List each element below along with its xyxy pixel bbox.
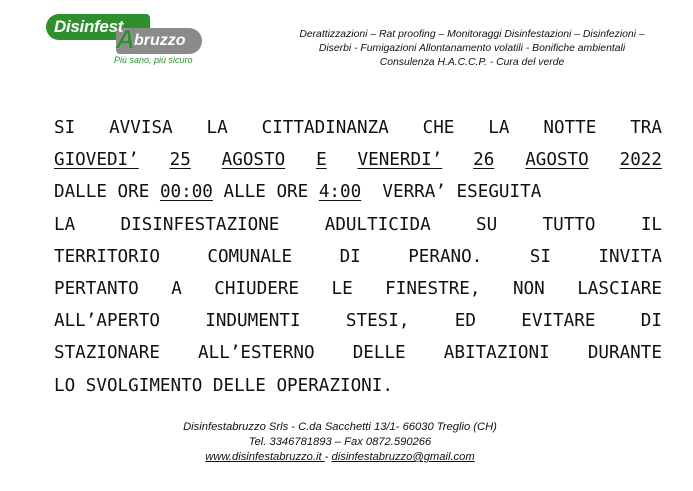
notice-word: GIOVEDI’ — [54, 150, 139, 171]
email-link[interactable]: disinfestabruzzo@gmail.com — [331, 451, 475, 463]
notice-word: TRA — [630, 118, 662, 138]
company-footer — [100, 420, 580, 465]
notice-word: CHIUDERE — [214, 279, 300, 300]
notice-word: LA — [488, 118, 510, 138]
notice-word: SI — [54, 118, 76, 138]
notice-word: STESI, — [345, 311, 410, 332]
notice-word: EVITARE — [521, 311, 596, 332]
notice-word: COMUNALE — [207, 246, 293, 267]
notice-word: TUTTO — [542, 214, 596, 235]
notice-word: DI — [640, 311, 662, 332]
notice-word: ALL’APERTO — [54, 311, 160, 332]
notice-word: ALL’ESTERNO — [198, 343, 315, 364]
notice-line-1 — [54, 112, 662, 144]
notice-word: STAZIONARE — [54, 343, 160, 364]
notice-word: VENERDI’ — [357, 150, 443, 171]
notice-word: NOTTE — [543, 118, 597, 138]
end-time: 4:00 — [318, 182, 362, 203]
notice-word: INDUMENTI — [205, 311, 301, 332]
notice-word: LE — [331, 279, 353, 300]
notice-text: VERRA’ ESEGUITA — [361, 182, 542, 203]
notice-word: FINESTRE, — [385, 279, 481, 300]
notice-word: AVVISA — [109, 118, 173, 138]
services-line-2: Diserbi - Fumigazioni Allontanamento volatili - Bonifiche ambientali — [318, 43, 626, 54]
notice-word: CHE — [422, 118, 455, 138]
public-notice — [54, 112, 662, 402]
notice-line-3-times — [54, 176, 662, 208]
notice-word: 26 — [473, 150, 495, 171]
notice-line-4 — [54, 209, 662, 241]
notice-word: DISINFESTAZIONE — [120, 214, 280, 235]
notice-word: E — [316, 150, 327, 171]
start-time: 00:00 — [159, 182, 213, 203]
notice-word: ADULTICIDA — [324, 214, 431, 235]
website-link[interactable]: www.disinfestabruzzo.it — [205, 451, 325, 463]
notice-text: LO SVOLGIMENTO DELLE OPERAZIONI. — [54, 375, 393, 396]
notice-word: CITTADINANZA — [261, 118, 389, 138]
notice-line-2-dates — [54, 144, 662, 176]
company-logo — [46, 14, 206, 68]
notice-line-7 — [54, 305, 662, 337]
notice-word: DELLE — [352, 343, 406, 364]
notice-word: SI — [529, 246, 551, 267]
notice-word: DURANTE — [587, 343, 662, 364]
footer-contacts — [100, 450, 580, 465]
services-line-3: Consulenza H.A.C.C.P. - Cura del verde — [379, 57, 565, 68]
notice-word: AGOSTO — [525, 150, 589, 171]
notice-word: ED — [454, 311, 476, 332]
notice-word: PERANO. — [408, 246, 483, 267]
notice-word: LA — [54, 214, 76, 235]
notice-word: NON — [512, 279, 545, 300]
notice-word: PERTANTO — [54, 279, 139, 300]
notice-line-9 — [54, 370, 662, 402]
notice-word: LA — [206, 118, 228, 138]
services-header — [262, 28, 682, 70]
notice-word: DI — [339, 246, 361, 267]
notice-word: 25 — [169, 150, 191, 171]
logo-letter-a: A — [116, 24, 135, 54]
notice-word: IL — [640, 214, 662, 235]
notice-word: A — [171, 279, 182, 300]
footer-address: Disinfestabruzzo Srls - C.da Sacchetti 13/1- 66030 Treglio (CH) — [183, 421, 497, 433]
notice-word: AGOSTO — [221, 150, 286, 171]
notice-word: TERRITORIO — [54, 246, 160, 267]
logo-word-disinfest: Disinfest — [54, 17, 124, 36]
notice-word: LASCIARE — [577, 279, 662, 300]
notice-word: 2022 — [619, 150, 662, 171]
footer-separator: - — [324, 451, 332, 463]
notice-word: INVITA — [598, 246, 662, 267]
notice-text: ALLE ORE — [212, 182, 319, 203]
notice-line-6 — [54, 273, 662, 305]
notice-line-5 — [54, 241, 662, 273]
logo-word-bruzzo: bruzzo — [134, 32, 186, 49]
logo-tagline: Più sano, più sicuro — [114, 55, 193, 65]
notice-word: ABITAZIONI — [443, 343, 550, 364]
services-line-1: Derattizzazioni – Rat proofing – Monitoraggi Disinfestazioni – Disinfezioni – — [299, 29, 645, 40]
notice-word: SU — [476, 214, 498, 235]
notice-text: DALLE ORE — [54, 182, 160, 203]
footer-phone-fax: Tel. 3346781893 – Fax 0872.590266 — [248, 436, 432, 448]
notice-line-8 — [54, 337, 662, 369]
